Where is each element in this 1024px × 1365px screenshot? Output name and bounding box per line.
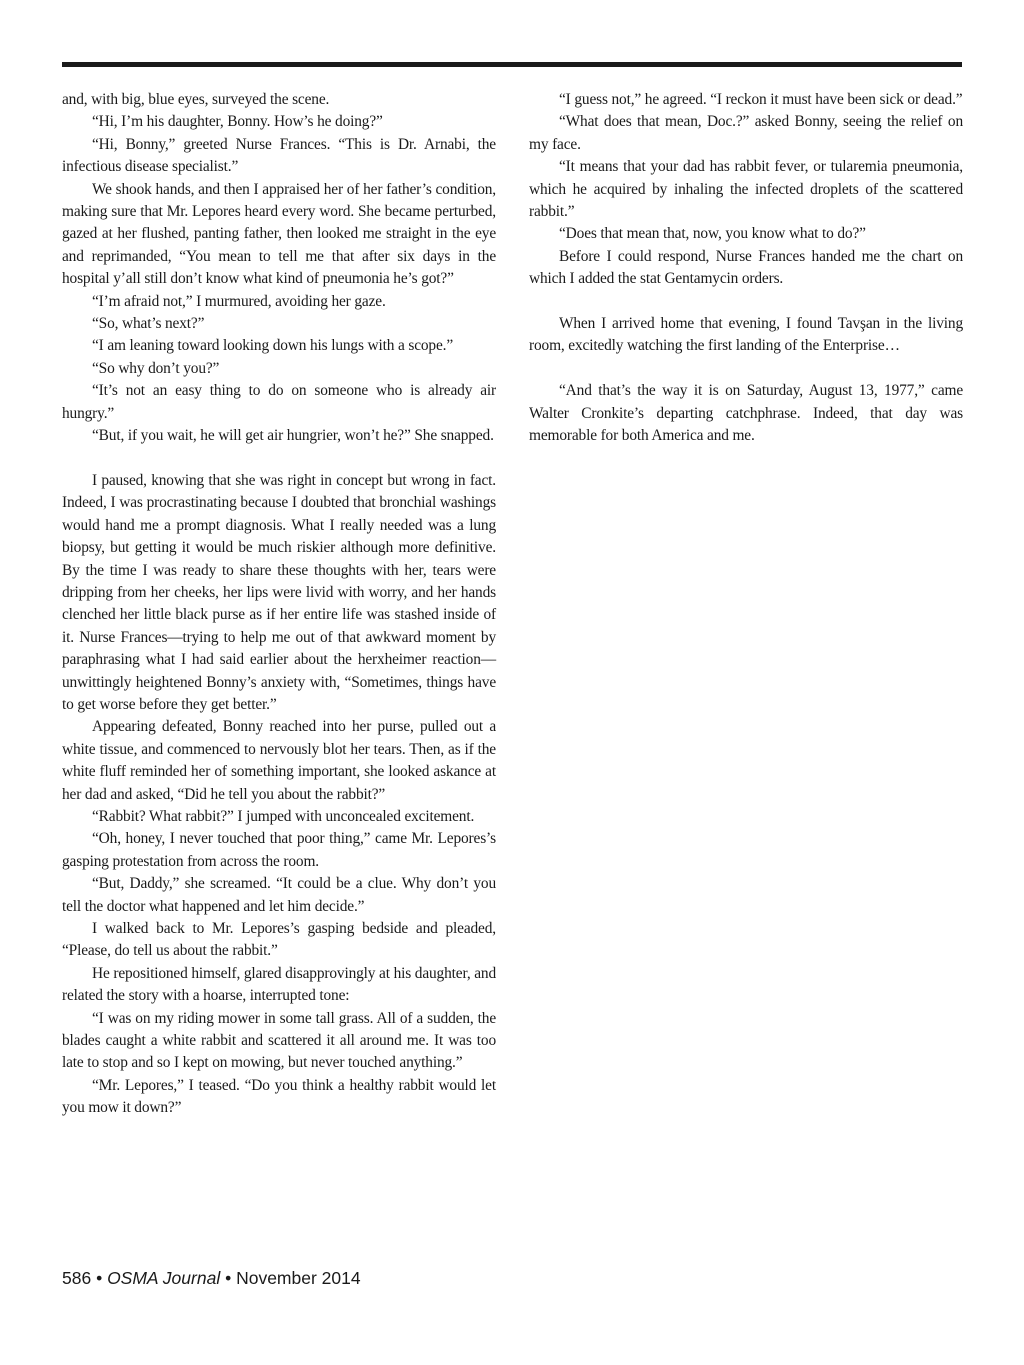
paragraph: “It means that your dad has rabbit fever, or tularemia pneumonia, which he acquired by inhaling the infected droplets of the scattered rabbit.”: [529, 158, 963, 221]
paragraph: “Hi, Bonny,” greeted Nurse Frances. “This is Dr. Arnabi, the infectious disease specialist.”: [62, 135, 496, 176]
paragraph: “I was on my riding mower in some tall grass. All of a sudden, the blades caught a white rabbit and scattered it all around me. It was too late to stop and so I kept on mowing, but never touched anything.”: [62, 1009, 496, 1072]
paragraph: Appearing defeated, Bonny reached into her purse, pulled out a white tissue, and commenced to nervously blot her tears. Then, as if the white fluff reminded her of something important, she looked askance at her dad and asked, “Did he tell you about the rabbit?”: [62, 718, 496, 803]
paragraph: We shook hands, and then I appraised her of her father’s condition, making sure that Mr. Lepores heard every word. She became perturbed, gazed at her flushed, panting father, then looked me straight in the eye and reprimanded, “You mean to tell me that after six days in the hospital y’all still don’t know what kind of pneumonia he’s got?”: [62, 180, 496, 288]
left-column: [62, 89, 496, 1120]
issue-date: November 2014: [236, 1268, 361, 1288]
paragraph: I paused, knowing that she was right in concept but wrong in fact. Indeed, I was procrastinating because I doubted that bronchial washings would hand me a prompt diagnosis. What I really needed was a lung biopsy, but getting it would be much riskier although more definitive. By the time I was ready to share these thoughts with her, tears were dripping from her cheeks, her lips were livid with worry, and her hands clenched her little black purse as if her entire life was stashed inside of it. Nurse Frances—trying to help me out of that awkward moment by paraphrasing what I had said earlier about the herxheimer reaction—unwittingly heightened Bonny’s anxiety with, “Sometimes, things have to get worse before they get better.”: [62, 471, 496, 713]
paragraph: “Mr. Lepores,” I teased. “Do you think a healthy rabbit would let you mow it down?”: [62, 1076, 496, 1117]
paragraph: “So, what’s next?”: [92, 315, 205, 333]
paragraph: “Hi, I’m his daughter, Bonny. How’s he doing?”: [92, 113, 383, 131]
paragraph: “Rabbit? What rabbit?” I jumped with unconcealed excitement.: [92, 807, 475, 825]
paragraph: “Oh, honey, I never touched that poor thing,” came Mr. Lepores’s gasping protestation from across the room.: [62, 830, 496, 870]
paragraph: “I am leaning toward looking down his lungs with a scope.”: [92, 337, 454, 355]
paragraph: “And that’s the way it is on Saturday, August 13, 1977,” came Walter Cronkite’s departing catchphrase. Indeed, that day was memorable for both America and me.: [529, 382, 963, 445]
paragraph: He repositioned himself, glared disapprovingly at his daughter, and related the story with a hoarse, interrupted tone:: [62, 964, 496, 1005]
paragraph: “So why don’t you?”: [92, 359, 220, 377]
paragraph: “It’s not an easy thing to do on someone who is already air hungry.”: [62, 382, 496, 422]
header-rule: [62, 62, 962, 67]
paragraph: “Does that mean that, now, you know what to do?”: [559, 225, 866, 243]
paragraph: Before I could respond, Nurse Frances handed me the chart on which I added the stat Gentamycin orders.: [529, 247, 963, 288]
paragraph: “What does that mean, Doc.?” asked Bonny, seeing the relief on my face.: [529, 113, 963, 153]
page-footer: [62, 1268, 361, 1289]
paragraph: When I arrived home that evening, I found Tavşan in the living room, excitedly watching the first landing of the Enterprise…: [529, 315, 963, 355]
right-column: [529, 89, 963, 447]
paragraph: and, with big, blue eyes, surveyed the scene.: [62, 91, 330, 108]
paragraph: I walked back to Mr. Lepores’s gasping bedside and pleaded, “Please, do tell us about the rabbit.”: [62, 920, 496, 960]
page-number: 586: [62, 1268, 92, 1288]
footer-separator: •: [91, 1268, 108, 1288]
paragraph: “I’m afraid not,” I murmured, avoiding her gaze.: [92, 292, 386, 310]
paragraph: “But, Daddy,” she screamed. “It could be a clue. Why don’t you tell the doctor what happened and let him decide.”: [62, 875, 496, 915]
paragraph: “I guess not,” he agreed. “I reckon it must have been sick or dead.”: [559, 91, 963, 108]
journal-name: OSMA Journal: [107, 1268, 221, 1288]
paragraph: “But, if you wait, he will get air hungrier, won’t he?” She snapped.: [92, 427, 494, 445]
footer-separator: •: [220, 1268, 237, 1288]
